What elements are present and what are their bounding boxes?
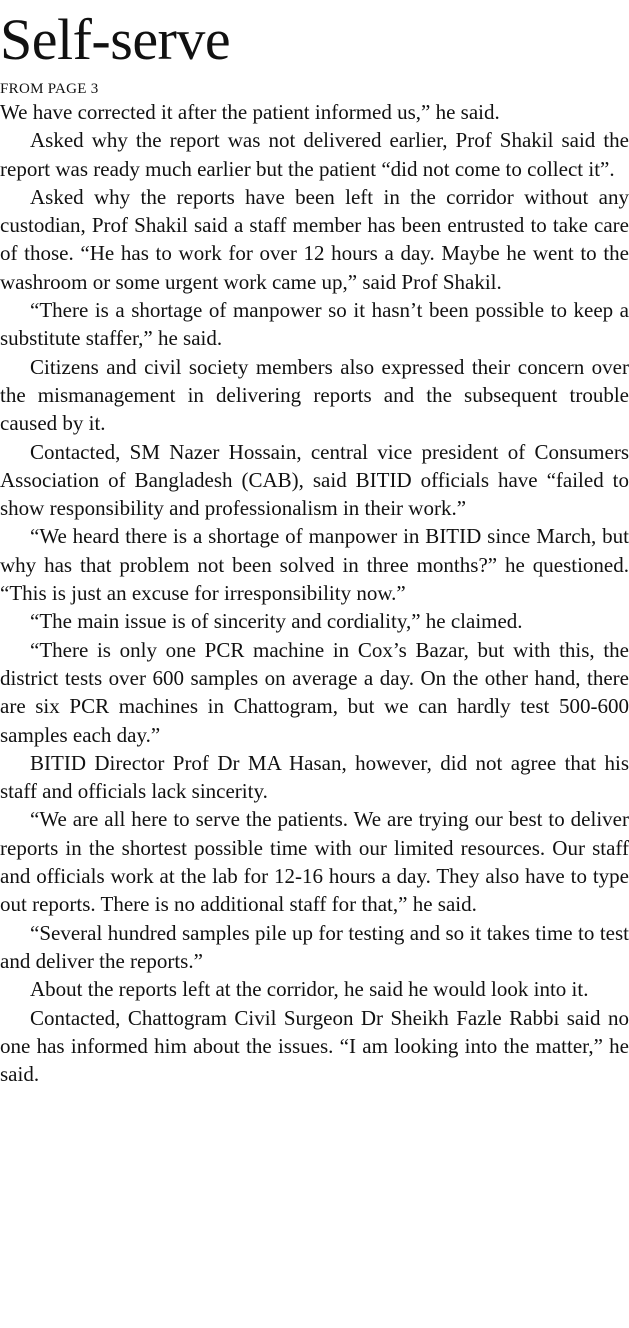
paragraph: About the reports left at the corridor, he said he would look into it. (30, 977, 589, 1002)
paragraph: Asked why the report was not delivered earlier, Prof Shakil said the report was ready much earlier but the patient “did not come to collect it”. (0, 128, 629, 181)
paragraph: We have corrected it after the patient informed us,” he said. (0, 100, 500, 124)
paragraph: “There is a shortage of manpower so it hasn’t been possible to keep a substitute staffer,” he said. (0, 298, 629, 351)
paragraph: “We heard there is a shortage of manpower in BITID since March, but why has that problem not been solved in three months?” he questioned. “This is just an excuse for irresponsibility now.” (0, 524, 629, 606)
paragraph: “The main issue is of sincerity and cordiality,” he claimed. (30, 609, 523, 634)
article-body (0, 98, 629, 1088)
paragraph: BITID Director Prof Dr MA Hasan, however, did not agree that his staff and officials lack sincerity. (0, 750, 629, 804)
paragraph: Asked why the reports have been left in the corridor without any custodian, Prof Shakil said a staff member has been entrusted to take care of those. “He has to work for over 12 hours a day. Maybe he went to the washroom or some urgent work came up,” said Prof Shakil. (0, 184, 629, 294)
paragraph: “Several hundred samples pile up for testing and so it takes time to test and deliver the reports.” (0, 920, 629, 973)
paragraph: “There is only one PCR machine in Cox’s Bazar, but with this, the district tests over 600 samples on average a day. On the other hand, there are six PCR machines in Chattogram, but we can hardly test 500-600 samples each day.” (0, 637, 629, 747)
paragraph: “We are all here to serve the patients. We are trying our best to deliver reports in the shortest possible time with our limited resources. Our staff and officials work at the lab for 12-16 hours a day. They also have to type out reports. There is no additional staff for that,” he said. (0, 807, 629, 917)
paragraph: Contacted, Chattogram Civil Surgeon Dr Sheikh Fazle Rabbi said no one has informed him about the issues. “I am looking into the matter,” he said. (0, 1005, 629, 1087)
jump-line: FROM PAGE 3 (0, 81, 99, 97)
paragraph: Citizens and civil society members also expressed their concern over the mismanagement in delivering reports and the subsequent trouble caused by it. (0, 354, 629, 436)
paragraph: Contacted, SM Nazer Hossain, central vice president of Consumers Association of Bangladesh (CAB), said BITID officials have “failed to show responsibility and professionalism in their work.” (0, 439, 629, 521)
headline: Self-serve (0, 7, 231, 72)
